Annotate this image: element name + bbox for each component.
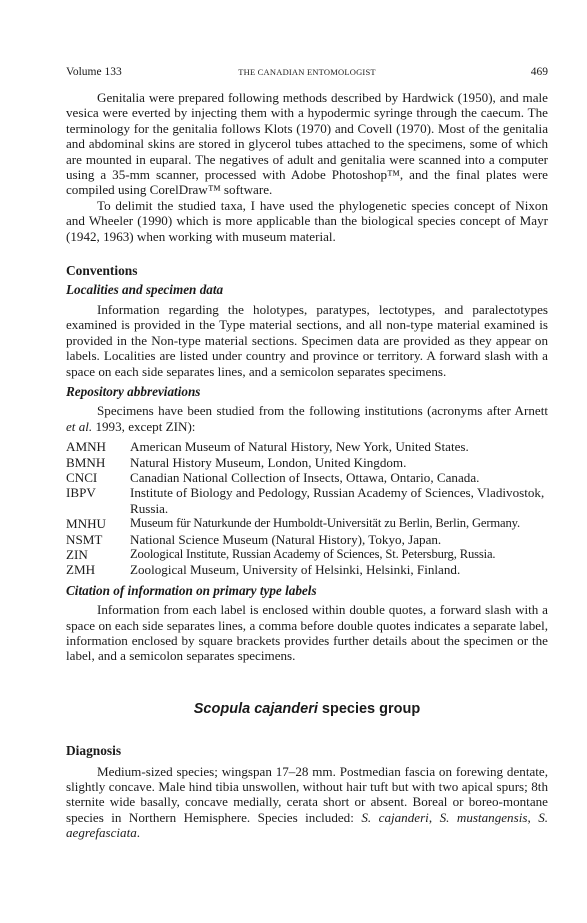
repository-item bbox=[66, 455, 548, 470]
repository-code: NSMT bbox=[66, 531, 103, 547]
localities-heading: Localities and specimen data bbox=[66, 282, 224, 298]
repository-name: Natural History Museum, London, United Kingdom. bbox=[130, 454, 407, 470]
page-number: 469 bbox=[530, 66, 548, 78]
repository-code: MNHU bbox=[66, 516, 107, 532]
repository-name: Zoological Museum, University of Helsinki, Helsinki, Finland. bbox=[130, 562, 461, 578]
species-name: S. mustangensis bbox=[439, 809, 528, 825]
repository-item bbox=[66, 439, 548, 454]
repository-heading: Repository abbreviations bbox=[66, 383, 201, 399]
species-name: S. cajanderi bbox=[361, 809, 429, 825]
species-name: S. aegrefasciata bbox=[66, 809, 549, 841]
repository-item bbox=[66, 516, 548, 531]
species-separator: , bbox=[527, 809, 539, 825]
conventions-heading: Conventions bbox=[66, 263, 138, 279]
running-header bbox=[66, 66, 548, 82]
diagnosis-text: Medium-sized species; wingspan 17–28 mm. Postmedian fascia on forewing dentate, slightly concave. Male hind tibia unswollen, without hair tuft but with two apical spurs; 8th sternite wide basally, concave medially, cerata short or absent. Boreal or boreo-montane species in Northern Hemisphere. Species included: bbox=[66, 763, 548, 825]
repository-code: ZIN bbox=[66, 546, 88, 562]
repository-code: BMNH bbox=[66, 454, 106, 470]
diagnosis-end: . bbox=[136, 825, 141, 841]
repository-intro bbox=[66, 403, 548, 434]
repository-code: IBPV bbox=[66, 485, 96, 501]
citation-heading: Citation of information on primary type labels bbox=[66, 582, 317, 598]
repository-code: CNCI bbox=[66, 469, 98, 485]
article-body bbox=[66, 90, 548, 841]
repository-code: ZMH bbox=[66, 562, 96, 578]
repository-item bbox=[66, 485, 548, 516]
repository-intro-text: Specimens have been studied from the following institutions (acronyms after Arnett bbox=[97, 403, 548, 419]
species-group-heading bbox=[66, 702, 548, 717]
repository-item bbox=[66, 547, 548, 562]
localities-paragraph: Information regarding the holotypes, paratypes, lectotypes, and paralectotypes examined is provided in the Type material sections, and all non-type material examined is provided in the Non-type material sections. Specimen data are provided as they appear on labels. Localities are listed under country and province or territory. A forward slash with a space on each side separates lines, and a semicolon separates specimens. bbox=[66, 301, 548, 379]
journal-title: THE CANADIAN ENTOMOLOGIST bbox=[238, 67, 376, 77]
repository-item bbox=[66, 470, 548, 485]
repository-item bbox=[66, 562, 548, 577]
repository-name: Museum für Naturkunde der Humboldt-Universität zu Berlin, Berlin, Germany. bbox=[130, 516, 520, 531]
diagnosis-heading: Diagnosis bbox=[66, 743, 122, 759]
repository-name: Canadian National Collection of Insects, Ottawa, Ontario, Canada. bbox=[130, 469, 480, 485]
repository-name: American Museum of Natural History, New York, United States. bbox=[130, 439, 469, 455]
species-separator: , bbox=[428, 809, 440, 825]
repository-name: National Science Museum (Natural History), Tokyo, Japan. bbox=[130, 531, 442, 547]
et-al: et al. bbox=[66, 418, 93, 434]
repository-intro-end: 1993, except ZIN): bbox=[92, 418, 196, 434]
repository-name: Zoological Institute, Russian Academy of Sciences, St. Petersburg, Russia. bbox=[130, 546, 496, 561]
diagnosis-paragraph bbox=[66, 764, 548, 841]
repository-name: Institute of Biology and Pedology, Russian Academy of Sciences, Vladivostok, Russia. bbox=[130, 485, 545, 516]
species-group-suffix: species group bbox=[317, 700, 421, 717]
species-group-genus: Scopula cajanderi bbox=[193, 700, 318, 717]
repository-item bbox=[66, 532, 548, 547]
repository-code: AMNH bbox=[66, 439, 107, 455]
volume-label: Volume 133 bbox=[66, 66, 122, 78]
species-concept-paragraph: To delimit the studied taxa, I have used the phylogenetic species concept of Nixon and Wheeler (1990) which is more applicable than the biological species concept of Mayr (1942, 1963) when working with museum material. bbox=[66, 197, 548, 244]
citation-paragraph: Information from each label is enclosed within double quotes, a forward slash with a space on each side separates lines, a comma before double quotes indicates a separate label, information enclosed by square brackets provides further details about the specimen or the label, and a semicolon separates specimens. bbox=[66, 602, 548, 664]
repository-list bbox=[66, 439, 548, 578]
methods-paragraph: Genitalia were prepared following methods described by Hardwick (1950), and male vesica were everted by injecting them with a hypodermic syringe through the caecum. The terminology for the genitalia follows Klots (1970) and Covell (1970). Most of the genitalia and abdominal skins are stored in glycerol tubes attached to the specimens, some of which are mounted in euparal. The negatives of adult and genitalia were scanned into a computer using a 35-mm scanner, processed with Adobe Photoshop™, and the final plates were compiled using CorelDraw™ software. bbox=[66, 90, 548, 198]
